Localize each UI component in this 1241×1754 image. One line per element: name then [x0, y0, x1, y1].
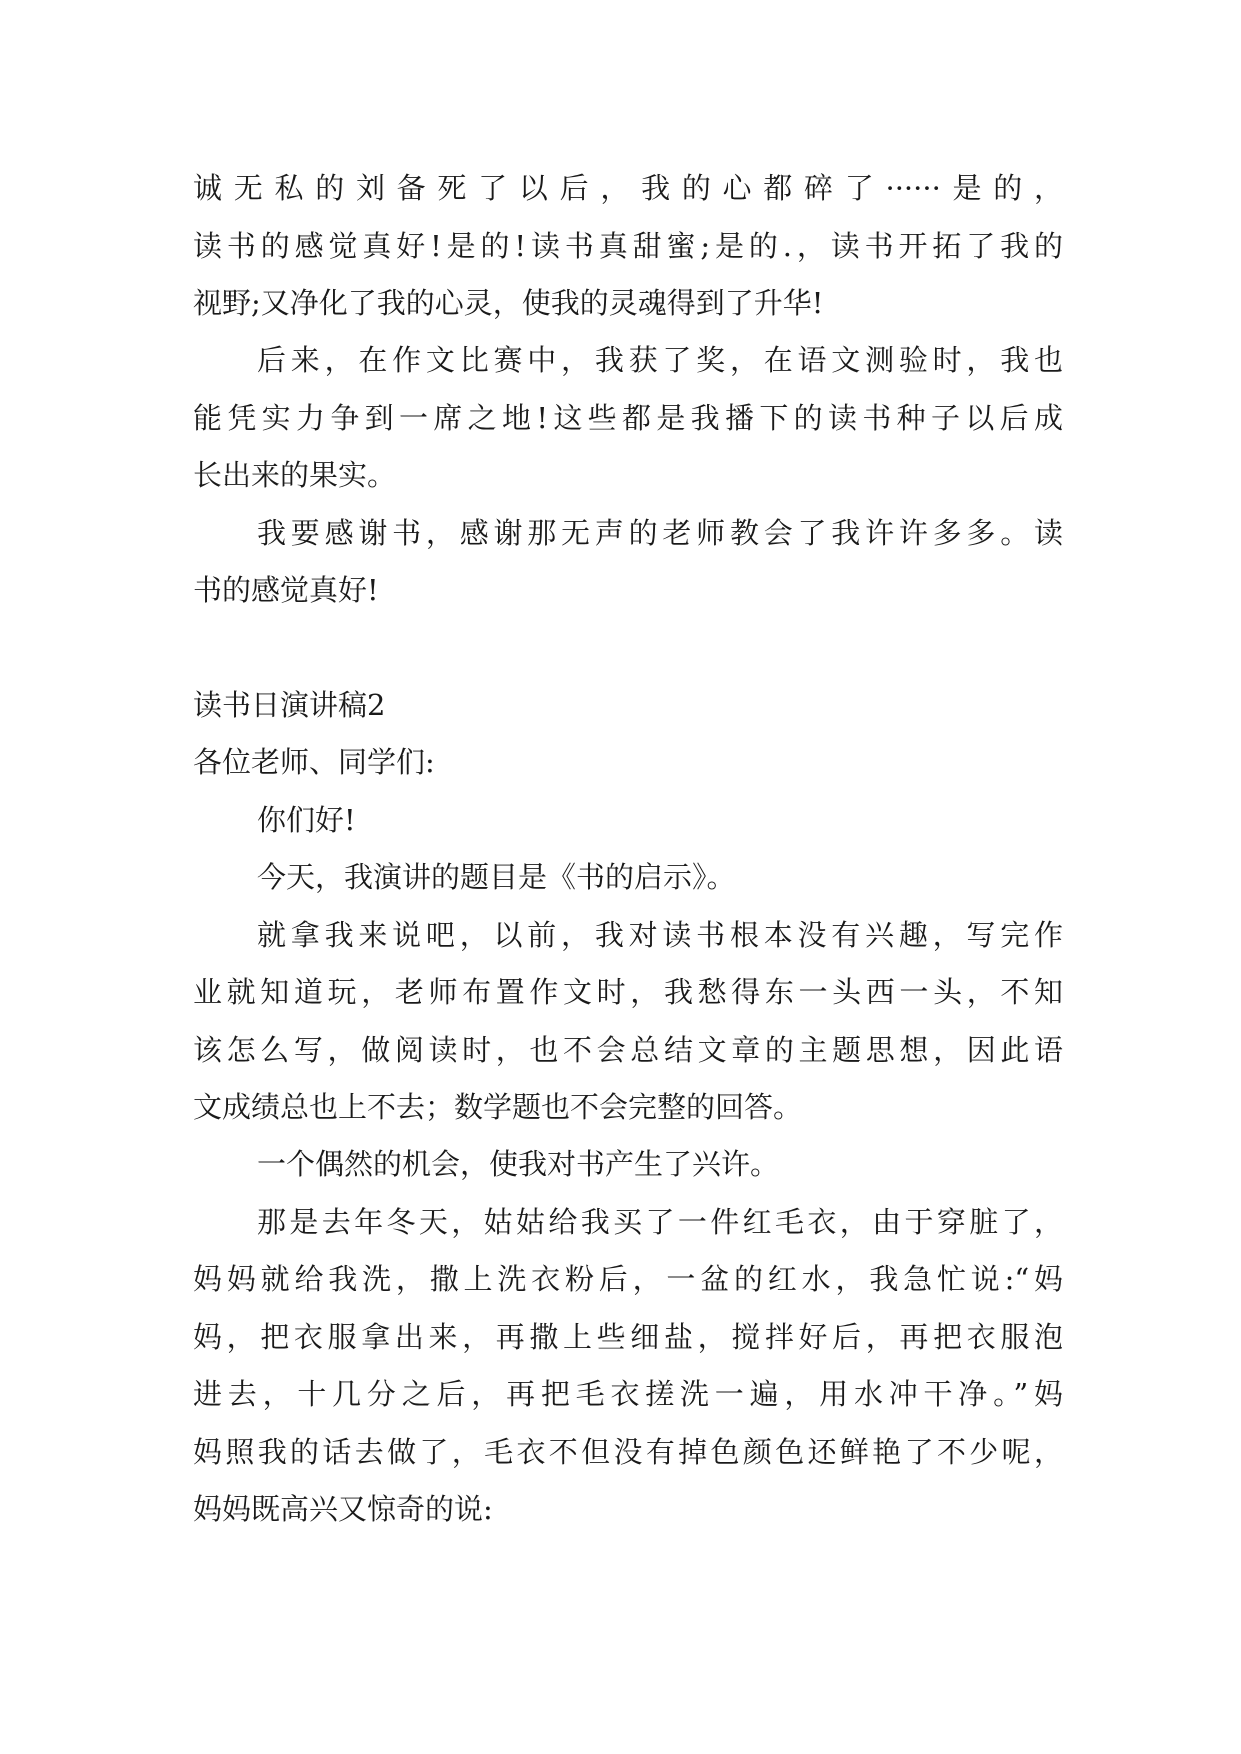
text-line: 文成绩总也上不去；数学题也不会完整的回答。: [193, 1090, 803, 1124]
text-line: 一个偶然的机会，使我对书产生了兴许。: [257, 1147, 780, 1181]
text-line: 长出来的果实。: [193, 458, 397, 492]
text-line: 该怎么写，做阅读时，也不会总结文章的主题思想，因此语: [193, 1033, 1063, 1067]
text-line: 我要感谢书，感谢那无声的老师教会了我许许多多。读: [257, 516, 1063, 550]
text-line: 书的感觉真好!: [193, 573, 379, 607]
text-line: 读书的感觉真好!是的!读书真甜蜜;是的.，读书开拓了我的: [193, 229, 1063, 263]
text-line: 进去，十几分之后，再把毛衣搓洗一遍，用水冲干净。”妈: [193, 1377, 1063, 1411]
text-line: 今天，我演讲的题目是《书的启示》。: [257, 860, 736, 894]
text-line: 后来，在作文比赛中，我获了奖，在语文测验时，我也: [257, 343, 1063, 377]
greeting: 你们好!: [257, 803, 356, 837]
text-line: 妈妈就给我洗，撒上洗衣粉后，一盆的红水，我急忙说:“妈: [193, 1262, 1063, 1296]
text-line: 业就知道玩，老师布置作文时，我愁得东一头西一头，不知: [193, 975, 1063, 1009]
text-line: 妈照我的话去做了，毛衣不但没有掉色颜色还鲜艳了不少呢，: [193, 1435, 1063, 1469]
text-line: 那是去年冬天，姑姑给我买了一件红毛衣，由于穿脏了，: [257, 1205, 1063, 1239]
text-line: 妈妈既高兴又惊奇的说:: [193, 1492, 493, 1526]
text-line: 就拿我来说吧，以前，我对读书根本没有兴趣，写完作: [257, 918, 1063, 952]
text-line: 能凭实力争到一席之地!这些都是我播下的读书种子以后成: [193, 401, 1063, 435]
section-heading: 读书日演讲稿2: [193, 688, 386, 722]
text-line: 妈，把衣服拿出来，再撒上些细盐，搅拌好后，再把衣服泡: [193, 1320, 1063, 1354]
salutation: 各位老师、同学们:: [193, 745, 435, 779]
text-line: 诚无私的刘备死了以后，我的心都碎了······是的，: [193, 171, 1063, 205]
text-line: 视野;又净化了我的心灵，使我的灵魂得到了升华!: [193, 286, 824, 320]
